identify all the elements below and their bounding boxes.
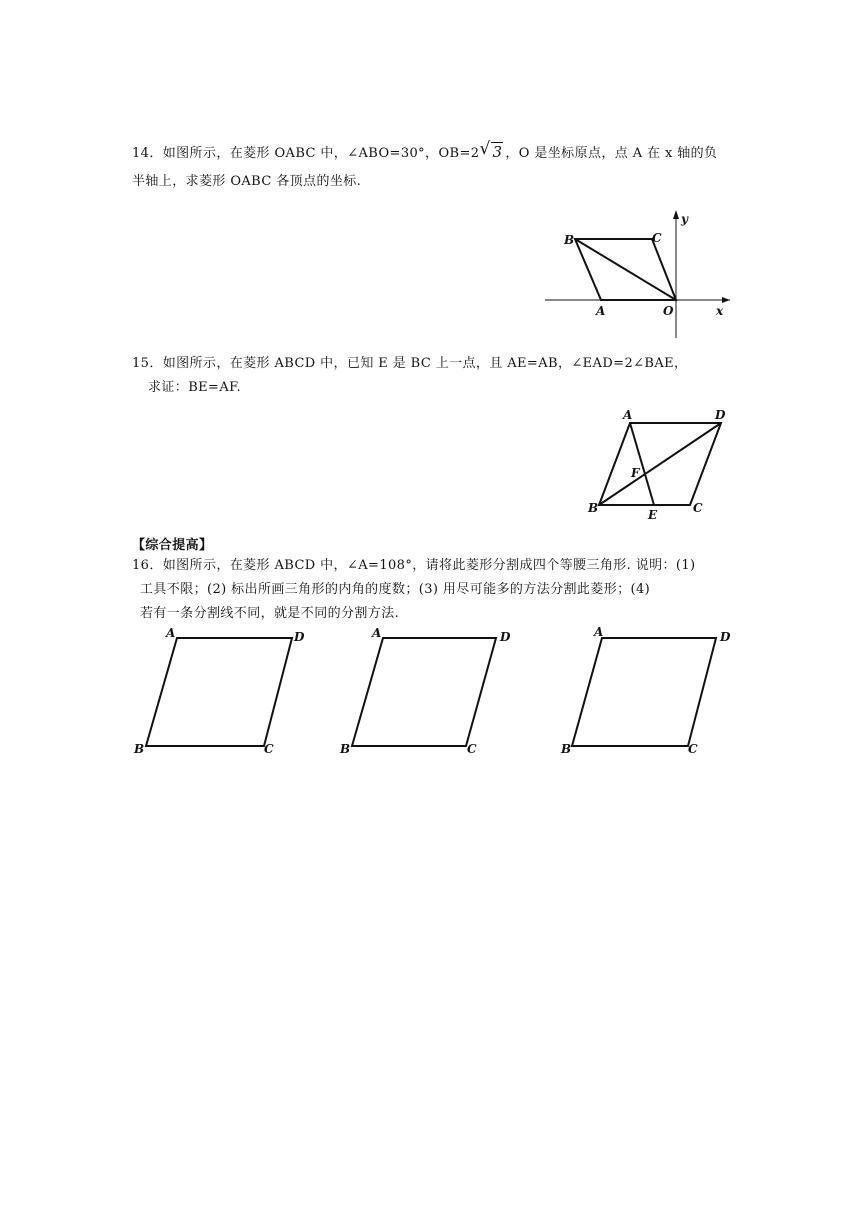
- radical-sign-icon: √: [479, 139, 491, 159]
- q16-line-2: 工具不限；(2) 标出所画三角形的内角的度数；(3) 用尽可能多的方法分割此菱形；(4): [140, 582, 651, 597]
- label-a-16-1: A: [166, 626, 176, 640]
- label-o: O: [663, 304, 674, 318]
- rhombus-16-2: [352, 638, 496, 746]
- label-f-q15: F: [631, 466, 640, 480]
- q16-line-1: 16．如图所示，在菱形 ABCD 中，∠A=108°，请将此菱形分割成四个等腰三角形. 说明：(1): [132, 558, 696, 573]
- label-b-16-1: B: [134, 742, 145, 756]
- label-c: C: [652, 231, 662, 245]
- label-e-q15: E: [648, 508, 658, 522]
- label-d-16-2: D: [500, 630, 511, 644]
- label-a-16-2: A: [372, 626, 382, 640]
- label-b-q15: B: [588, 501, 599, 515]
- label-b-16-2: B: [340, 742, 351, 756]
- label-d-q15: D: [715, 408, 726, 422]
- label-x: x: [716, 304, 724, 318]
- segment-ae: [630, 423, 654, 505]
- label-a-16-3: A: [594, 625, 604, 639]
- q15-line-1: 15．如图所示，在菱形 ABCD 中，已知 E 是 BC 上一点，且 AE=AB，∠EAD=2∠BAE，: [132, 356, 688, 371]
- rhombus-16-1: [146, 638, 292, 746]
- label-d-16-3: D: [720, 630, 731, 644]
- q16-line-3: 若有一条分割线不同，就是不同的分割方法.: [140, 606, 400, 621]
- sqrt-radicand: 3: [492, 143, 503, 161]
- label-y: y: [681, 212, 688, 226]
- q14-text-part-1: 14．如图所示，在菱形 OABC 中，∠ABO=30°，OB=2: [132, 146, 480, 161]
- label-d-16-1: D: [294, 630, 305, 644]
- label-c-16-3: C: [688, 742, 698, 756]
- label-c-q15: C: [693, 501, 703, 515]
- label-c-16-1: C: [264, 742, 274, 756]
- rhombus-16-3: [572, 638, 716, 746]
- q14-line-2: 半轴上，求菱形 OABC 各顶点的坐标.: [132, 174, 362, 189]
- diagonal-bd: [599, 423, 721, 505]
- label-a-q15: A: [623, 408, 633, 422]
- x-axis-arrow-icon: [722, 297, 730, 303]
- diagonal-bo: [575, 239, 676, 300]
- q14-text-part-2: ，O 是坐标原点，点 A 在 x 轴的负: [505, 146, 718, 161]
- q15-line-2: 求证：BE=AF.: [148, 380, 242, 395]
- label-b-16-3: B: [561, 742, 572, 756]
- section-heading: 【综合提高】: [132, 538, 213, 553]
- y-axis-arrow-icon: [673, 210, 679, 219]
- label-a: A: [596, 304, 606, 318]
- label-c-16-2: C: [467, 742, 477, 756]
- label-b: B: [564, 233, 575, 247]
